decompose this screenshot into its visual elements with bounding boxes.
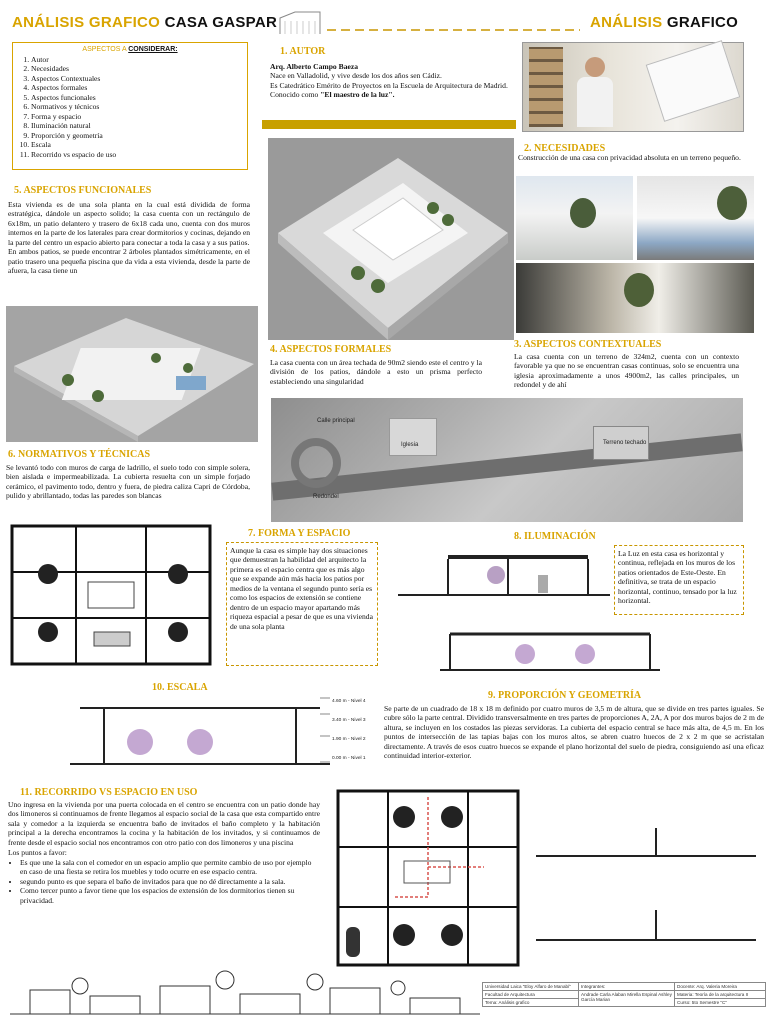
aspect-item: 6. Normativos y técnicos bbox=[31, 102, 243, 111]
autor-title: 1. AUTOR bbox=[280, 46, 326, 57]
aspect-item: 8. Iluminación natural bbox=[31, 121, 243, 130]
funcionales-title: 5. ASPECTOS FUNCIONALES bbox=[14, 185, 152, 196]
formales-text: La casa cuenta con un área techada de 90m2 siendo este el centro y la división de los patios, dándole a esto un prisma perfecto estableciendo una singularidad bbox=[270, 358, 482, 386]
section-drawing-1 bbox=[398, 545, 610, 615]
formales-title: 4. ASPECTOS FORMALES bbox=[270, 344, 392, 355]
bottom-sketch bbox=[10, 968, 480, 1020]
tb-curso: Curso: 5to Semestre "C" bbox=[675, 999, 766, 1007]
map-label-redondel: Redondel bbox=[313, 494, 339, 500]
map-label-iglesia: Iglesia bbox=[401, 442, 419, 448]
tb-fac: Facultad de Arquitectura bbox=[483, 991, 579, 999]
aspect-item: 5. Aspectos funcionales bbox=[31, 93, 243, 102]
iluminacion-title: 8. ILUMINACIÓN bbox=[514, 531, 596, 542]
necesidades-text: Construcción de una casa con privacidad absoluta en un terreno pequeño. bbox=[518, 153, 741, 162]
autor-text-2: Es Catedrático Emérito de Proyectos en la Escuela de Arquitectura de Madrid. bbox=[270, 80, 508, 90]
escala-title: 10. ESCALA bbox=[152, 682, 208, 693]
author-photo bbox=[522, 42, 744, 132]
header-right-title-a: ANÁLISIS bbox=[590, 14, 663, 31]
header-left-title-a: ANÁLISIS GRAFICO bbox=[12, 14, 161, 31]
aspects-box bbox=[12, 42, 248, 170]
contextuales-text: La casa cuenta con un terreno de 324m2, cuenta con un contexto favorable ya que no se encuentran casas continuas, solo se encuentra una iglesia aproximadamente a unos 4900m2, las calles principales, un redondel y de ahí bbox=[514, 352, 739, 390]
scale-level: 0.00 m - Nivel 1 bbox=[332, 756, 366, 761]
aspect-item: 9. Proporción y geometría bbox=[31, 131, 243, 140]
scale-levels bbox=[332, 692, 366, 768]
interior-photo bbox=[516, 263, 754, 333]
scale-level: 1.90 m - Nivel 2 bbox=[332, 737, 366, 742]
aspect-item: 3. Aspectos Contextuales bbox=[31, 74, 243, 83]
recorrido-points bbox=[8, 858, 320, 905]
normativos-text: Se levantó todo con muros de carga de ladrillo, el suelo todo con simple solera, bien aislada e impermeabilizada. La cubierta resuelta con un simple forjado cerámico, el pavimento todo, dentro y fuera, de piedra caliza Capri de Córdoba, pulido y abrillantado, todas las paredes son blancas bbox=[6, 463, 250, 501]
recorrido-content bbox=[8, 800, 320, 905]
aspect-item: 7. Forma y espacio bbox=[31, 112, 243, 121]
title-block bbox=[482, 982, 766, 1007]
map-church bbox=[389, 418, 437, 456]
autor-text-3: Conocido como bbox=[270, 90, 321, 100]
tb-uni: Universidad Laica "Eloy Alfaro de Manabí" bbox=[483, 983, 579, 991]
forma-text: Aunque la casa es simple hay dos situaciones que demuestran la habilidad del arquitecto la primera es el espacio centra que es más algo que se expande aún más hacia los patios por medios de la ventana el segundo punto sería es como los espacios de extensión se contiene dentro de un espacio mayor apartando más riqueza espacial a pesar de que es una vivienda de una sola planta bbox=[226, 542, 378, 666]
normativos-title: 6. NORMATIVOS Y TÉCNICAS bbox=[8, 449, 151, 460]
tree-icon bbox=[570, 198, 596, 228]
aspects-title-b: CONSIDERAR: bbox=[128, 46, 178, 53]
house-3d-model-left bbox=[6, 306, 258, 442]
header-house-logo bbox=[275, 8, 585, 38]
iluminacion-text: La Luz en esta casa es horizontal y continua, reflejada en los muros de los patios orientados de Este-Oeste. En definitiva, se trata de un espacio horizontal, continuo, tensado por la luz horizontal. bbox=[614, 545, 744, 615]
recorrido-point: • segundo punto es que separa el baño de invitados para que no dé directamente a la sala. bbox=[20, 877, 320, 886]
patio-photo-1 bbox=[516, 176, 633, 260]
author-body bbox=[577, 77, 613, 127]
patio-photo-2 bbox=[637, 176, 754, 260]
necesidades-title: 2. NECESIDADES bbox=[524, 143, 606, 154]
section-drawing-2 bbox=[440, 628, 660, 674]
bookshelf bbox=[529, 47, 563, 127]
tree-icon bbox=[717, 186, 747, 220]
aspects-list bbox=[17, 55, 243, 159]
recorrido-point: • Es que une la sala con el comedor en un espacio amplio que permite cambio de uso por ejemplo en caso de una fiesta se retira los muebles y todo ocurre en ese espacio centra. bbox=[20, 858, 320, 877]
section-scale-drawing bbox=[70, 694, 330, 770]
header-right-title-b: GRAFICO bbox=[666, 14, 739, 31]
autor-text-1: Nace en Valladolid, y vive desde los dos años sen Cádiz. bbox=[270, 71, 442, 81]
tb-tema: Tema: Análisis grafico bbox=[483, 999, 579, 1007]
aspect-item: 11. Recorrido vs espacio de uso bbox=[31, 150, 243, 159]
floor-plan-circulation bbox=[334, 787, 522, 969]
autor-name: Arq. Alberto Campo Baeza bbox=[270, 62, 359, 71]
sketch-board bbox=[646, 40, 741, 122]
funcionales-text bbox=[8, 200, 250, 302]
proporcion-text: Se parte de un cuadrado de 18 x 18 m definido por cuatro muros de 3,5 m de altura, que se divide en tres partes iguales. Se cubre sólo la parte central. Dividido transversalmente en tres partes de proporciones A, 2A, A por dos muros bajos de 2 m de altura, se incluyen en los costados las piezas servidoras. La cubierta del espacio central se hace más alta, de 4,5 m. En los puntos de intersección de las tapias bajas con los muros altos, se abren cuatro huecos de 2 x 2 m que se acristalan directamente. A través de esos cuatro huecos se expande el plano horizontal del suelo de piedra, consiguiendo así una eficaz continuidad interior-exterior. bbox=[384, 704, 764, 761]
aspect-item: 10. Escala bbox=[31, 140, 243, 149]
recorrido-point: • Como tercer punto a favor tiene que los espacios de extensión de los dormitorios tienen su privacidad. bbox=[20, 886, 320, 905]
contextuales-title: 3. ASPECTOS CONTEXTUALES bbox=[514, 339, 662, 350]
map-road bbox=[271, 433, 742, 500]
house-3d-model-top bbox=[268, 138, 514, 340]
tb-integrantes: Andrade Carla Alaban Mirella Espinal Ashley García Marian bbox=[579, 991, 675, 1007]
map-label-calle: Calle principal bbox=[317, 418, 355, 424]
funcionales-text-2: En ambos patios, se puede encontrar 2 árboles plantados simétricamente, en el patio trasero una pequeña piscina que da vida a esta vivienda, desde la parte de afuera, la casa tiene un bbox=[8, 247, 250, 276]
forma-title: 7. FORMA Y ESPACIO bbox=[248, 528, 351, 539]
tb-integrantes-label: Integrantes: bbox=[579, 983, 675, 991]
recorrido-points-title: Los puntos a favor: bbox=[8, 848, 67, 858]
aspects-title-a: ASPECTOS A bbox=[82, 46, 127, 53]
aspect-item: 2. Necesidades bbox=[31, 64, 243, 73]
author-head bbox=[585, 57, 605, 77]
autor-gold-bar bbox=[262, 120, 516, 129]
recorrido-title: 11. RECORRIDO VS ESPACIO EN USO bbox=[20, 787, 198, 798]
tb-materia: Materia: Teoría de la arquitectura II bbox=[675, 991, 766, 999]
map-label-terreno: Terreno techado bbox=[603, 440, 647, 446]
floor-plan-left bbox=[8, 522, 213, 668]
aerial-map bbox=[271, 398, 743, 522]
header-left-title-b: CASA GASPAR bbox=[164, 14, 278, 31]
scale-level: 4.60 m - Nivel 4 bbox=[332, 699, 366, 704]
tree-icon bbox=[624, 273, 654, 307]
header-left-title bbox=[12, 14, 277, 31]
aspect-item: 1. Autor bbox=[31, 55, 243, 64]
scale-level: 3.40 m - Nivel 3 bbox=[332, 718, 366, 723]
map-roundabout bbox=[291, 438, 341, 488]
aspect-item: 4. Aspectos formales bbox=[31, 83, 243, 92]
aspects-title bbox=[17, 46, 243, 53]
autor-nickname: "El maestro de la luz". bbox=[320, 90, 395, 100]
tb-docente: Docente: Arq. Valeria Moreira bbox=[675, 983, 766, 991]
section-lines-right bbox=[530, 820, 762, 970]
header-right-title bbox=[590, 14, 738, 31]
proporcion-title: 9. PROPORCIÓN Y GEOMETRÍA bbox=[488, 690, 642, 701]
autor-text bbox=[270, 62, 510, 100]
recorrido-text: Uno ingresa en la vivienda por una puerta colocada en el centro se encuentra con un patio donde hay dos limoneros si continuamos de frente llegamos al espacio social de la casa que esta compartido entre sala y comedor a la izquierda se encuentra baño de invitados el baño completo y la habitación principal a la derecha encontramos la cocina y la habitación de los invitados, y si continuamos de frente desde el espacio social nos encontramos con otro patio con dos limoneros y una piscina bbox=[8, 800, 320, 847]
funcionales-text-1: Esta vivienda es de una sola planta en la cual está dividida de forma estratégica, dándole un aspecto solido; la casa cuenta con un rectángulo de 6x18m, un patio delantero y trasero de 6x18 cada uno, cuenta con dos muros internos en la parte de los laterales para crear dormitorios y cocinas, dejando en la parte del centro un espacio abierto para conectar a toda la casa y a sus patios. bbox=[8, 200, 250, 247]
